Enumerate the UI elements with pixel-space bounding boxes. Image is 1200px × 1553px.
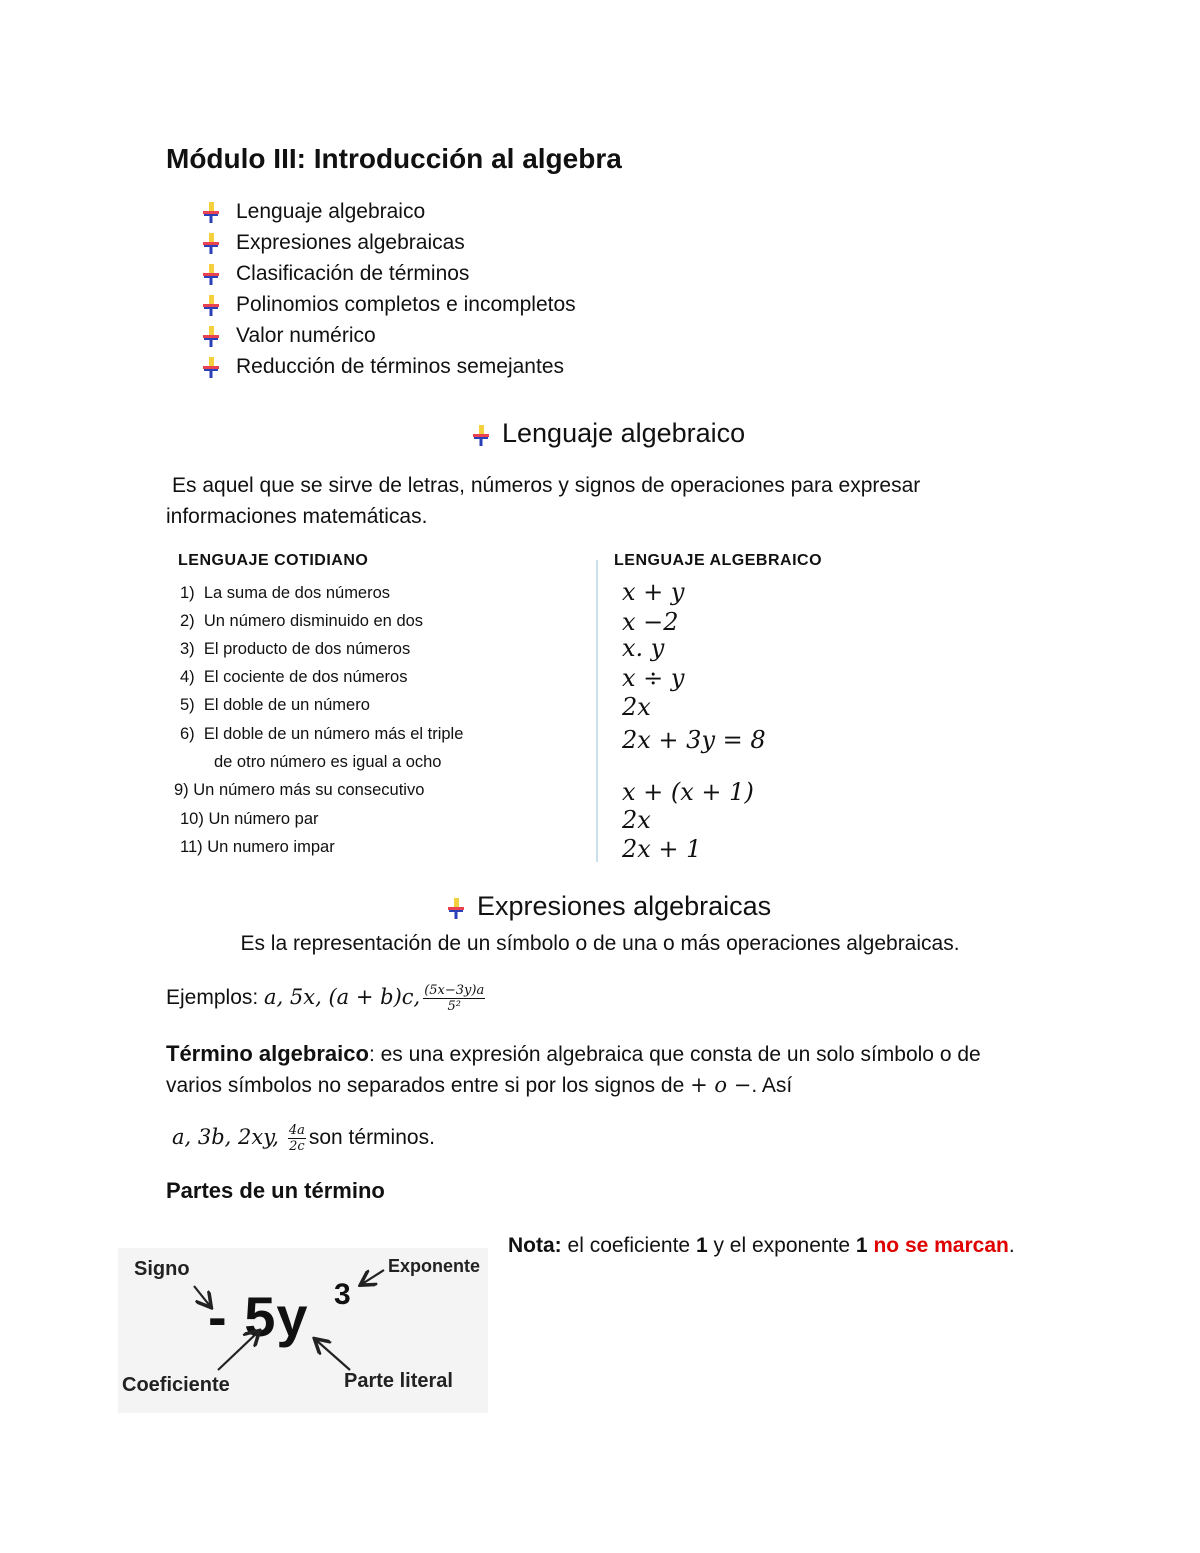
bullet-icon <box>200 262 222 286</box>
section-heading-expresiones: Expresiones algebraicas <box>445 891 771 922</box>
algebraic-expr: x. y <box>622 634 665 662</box>
table-row: 4) El cociente de dos números <box>180 668 408 686</box>
example-fraction: $\frac{(5x-3y)a}{\text{5²}}$ <box>424 982 485 1014</box>
col-header-algebraico: LENGUAJE ALGEBRAICO <box>614 552 823 569</box>
column-divider <box>596 560 598 862</box>
table-row: 11) Un numero impar <box>180 838 335 856</box>
algebraic-expr: x −2 <box>622 608 679 636</box>
list-item: Valor numérico <box>200 320 576 351</box>
section-heading-lenguaje: Lenguaje algebraico <box>470 418 745 449</box>
algebraic-expr: 2x <box>622 693 651 721</box>
term-definition: Término algebraico: es una expresión algebraica que consta de un solo símbolo o de varios símbolos no separados entre si por los signos de + o −. Así <box>166 1041 981 1097</box>
algebraic-expr: 2x <box>622 806 651 834</box>
coefficient-label: Coeficiente <box>122 1374 230 1396</box>
section1-text: Es aquel que se sirve de letras, números y signos de operaciones para expresar informaciones matemáticas. <box>166 474 921 528</box>
table-row: 6) El doble de un número más el triple <box>180 725 464 743</box>
bullet-icon <box>200 200 222 224</box>
algebraic-expr: x + y <box>622 578 685 606</box>
bullet-icon <box>200 324 222 348</box>
table-row: 5) El doble de un número <box>180 696 370 714</box>
table-row: 2) Un número disminuido en dos <box>180 612 424 630</box>
term-fraction: $\frac{4a}{2c}$ <box>288 1122 305 1154</box>
parts-heading: Partes de un término <box>166 1178 385 1203</box>
arrows-icon <box>118 1248 488 1413</box>
term-examples: a, 3b, 2xy, $\frac{4a}{2c}$ son términos. <box>172 1122 435 1154</box>
topic-list <box>200 196 576 382</box>
sign-label: Signo <box>134 1258 190 1280</box>
bullet-icon <box>445 896 467 920</box>
list-item: Clasificación de términos <box>200 258 576 289</box>
col-header-cotidiano: LENGUAJE COTIDIANO <box>178 552 369 569</box>
term-expression: - 5y <box>208 1285 309 1348</box>
term-exponent: 3 <box>334 1278 351 1311</box>
examples-line: Ejemplos: a, 5x, (a + b)c, $\frac{(5x-3y)a}{\text{5²}}$ <box>166 982 485 1014</box>
exponent-label: Exponente <box>388 1256 481 1276</box>
list-item: Polinomios completos e incompletos <box>200 289 576 320</box>
list-item: Expresiones algebraicas <box>200 227 576 258</box>
bullet-icon <box>200 231 222 255</box>
table-row: 3) El producto de dos números <box>180 640 411 658</box>
term-parts-diagram <box>118 1248 488 1413</box>
table-row: 10) Un número par <box>180 810 319 828</box>
term-label: Término algebraico <box>166 1041 369 1066</box>
note-line: Nota: el coeficiente 1 y el exponente 1 no se marcan. <box>508 1234 1015 1257</box>
algebraic-expr: x ÷ y <box>622 664 685 692</box>
table-row-continuation: de otro número es igual a ocho <box>214 753 442 771</box>
algebraic-expr: 2x + 1 <box>622 835 702 863</box>
module-title: Módulo III: Introducción al algebra <box>166 143 622 174</box>
table-row: 9) Un número más su consecutivo <box>174 781 425 799</box>
list-item: Reducción de términos semejantes <box>200 351 576 382</box>
bullet-icon <box>200 293 222 317</box>
list-item: Lenguaje algebraico <box>200 196 576 227</box>
bullet-icon <box>470 423 492 447</box>
algebraic-expr: 2x + 3y = 8 <box>622 726 766 754</box>
algebraic-expr: x + (x + 1) <box>622 778 754 806</box>
bullet-icon <box>200 355 222 379</box>
table-row: 1) La suma de dos números <box>180 584 391 602</box>
literal-label: Parte literal <box>344 1370 453 1392</box>
language-table <box>174 548 938 868</box>
section2-definition: Es la representación de un símbolo o de una o más operaciones algebraicas. <box>240 932 960 955</box>
